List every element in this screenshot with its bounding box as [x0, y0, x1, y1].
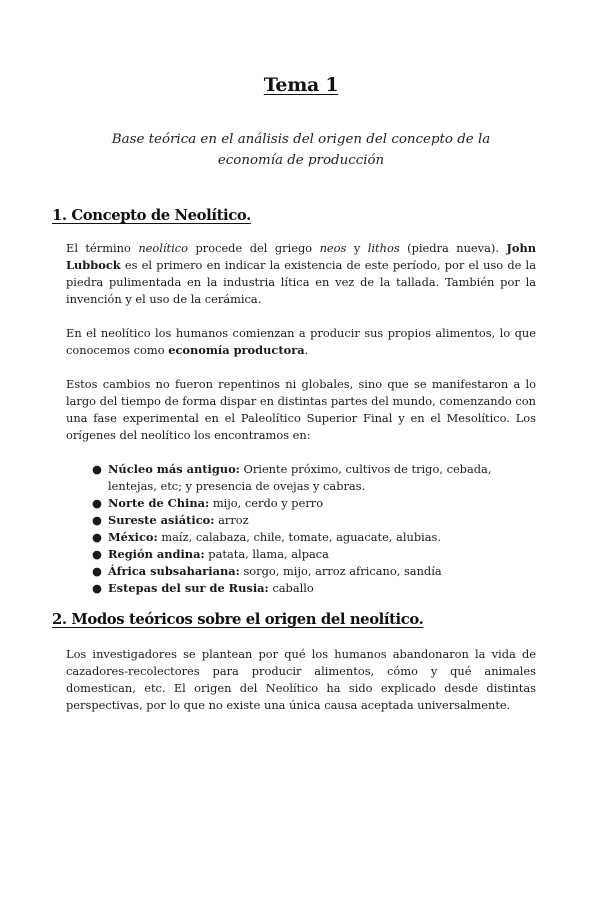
list-item: [92, 546, 536, 563]
list-item: [92, 580, 536, 597]
list-item-label: Sureste asiático:: [108, 513, 215, 527]
origins-list: [66, 461, 536, 597]
list-item-label: Núcleo más antiguo:: [108, 462, 240, 476]
text-run: El término: [66, 241, 139, 255]
list-item-text: Oriente próximo, cultivos de trigo, cebada, lentejas, etc; y presencia de ovejas y cabras.: [108, 462, 492, 493]
term-economia-productora: economía productora: [168, 343, 305, 357]
bullet-icon: ●: [92, 513, 102, 527]
paragraph-neolithic-term: [66, 240, 536, 308]
list-item: [92, 495, 536, 512]
bullet-icon: ●: [92, 581, 102, 595]
list-item-text: mijo, cerdo y perro: [209, 496, 324, 510]
text-run: En el neolítico los humanos comienzan a producir sus propios alimentos, lo que conocemos como: [66, 326, 536, 357]
bullet-icon: ●: [92, 462, 102, 476]
bullet-icon: ●: [92, 496, 102, 510]
bullet-icon: ●: [92, 564, 102, 578]
bullet-icon: ●: [92, 547, 102, 561]
list-item-text: sorgo, mijo, arroz africano, sandía: [239, 564, 442, 578]
list-item: [92, 461, 536, 495]
list-item-label: África subsahariana:: [108, 564, 240, 578]
page-title: Tema 1: [263, 74, 339, 96]
list-item: [92, 512, 536, 529]
list-item-text: caballo: [268, 581, 314, 595]
text-run: procede del griego: [188, 241, 320, 255]
section-heading-2: 2. Modos teóricos sobre el origen del neolítico.: [52, 611, 424, 628]
list-item-label: Estepas del sur de Rusia:: [108, 581, 269, 595]
text-run: y: [346, 241, 368, 255]
author-name: John Lubbock: [66, 241, 537, 272]
paragraph-theoretical-models: Los investigadores se plantean por qué los humanos abandonaron la vida de cazadores-recolectores para producir alimentos, cómo y qué animales domestican, etc. El origen del Neolítico ha sido explicado desde distintas perspectivas, por lo que no existe una única causa aceptada universalmente.: [66, 647, 536, 712]
paragraph-productive-economy: [66, 325, 536, 359]
text-run: (piedra nueva).: [399, 241, 507, 255]
list-item-text: maíz, calabaza, chile, tomate, aguacate, alubias.: [157, 530, 442, 544]
list-item-label: Norte de China:: [108, 496, 210, 510]
section-heading-1: 1. Concepto de Neolítico.: [52, 207, 251, 224]
term-neolitico: neolítico: [138, 241, 188, 255]
document-page: [0, 74, 600, 922]
text-run: es el primero en indicar la existencia de este período, por el uso de la piedra pulimentada en la industria lítica en vez de la tallada. También por la invención y el uso de la cerámica.: [66, 258, 536, 306]
page-subtitle: Base teórica en el análisis del origen del concepto de la economía de producción: [111, 132, 491, 168]
bullet-icon: ●: [92, 530, 102, 544]
list-item: [92, 563, 536, 580]
list-item-label: Región andina:: [108, 547, 205, 561]
list-item-label: México:: [108, 530, 158, 544]
list-item-text: patata, llama, alpaca: [204, 547, 329, 561]
term-neos: neos: [319, 241, 347, 255]
text-run: .: [304, 343, 309, 357]
term-lithos: lithos: [367, 241, 400, 255]
list-item: [92, 529, 536, 546]
list-item-text: arroz: [214, 513, 249, 527]
paragraph-origins: Estos cambios no fueron repentinos ni globales, sino que se manifestaron a lo largo del tiempo de forma dispar en distintas partes del mundo, comenzando con una fase experimental en el Paleolítico Superior Final y en el Mesolítico. Los orígenes del neolítico los encontramos en:: [66, 377, 536, 442]
